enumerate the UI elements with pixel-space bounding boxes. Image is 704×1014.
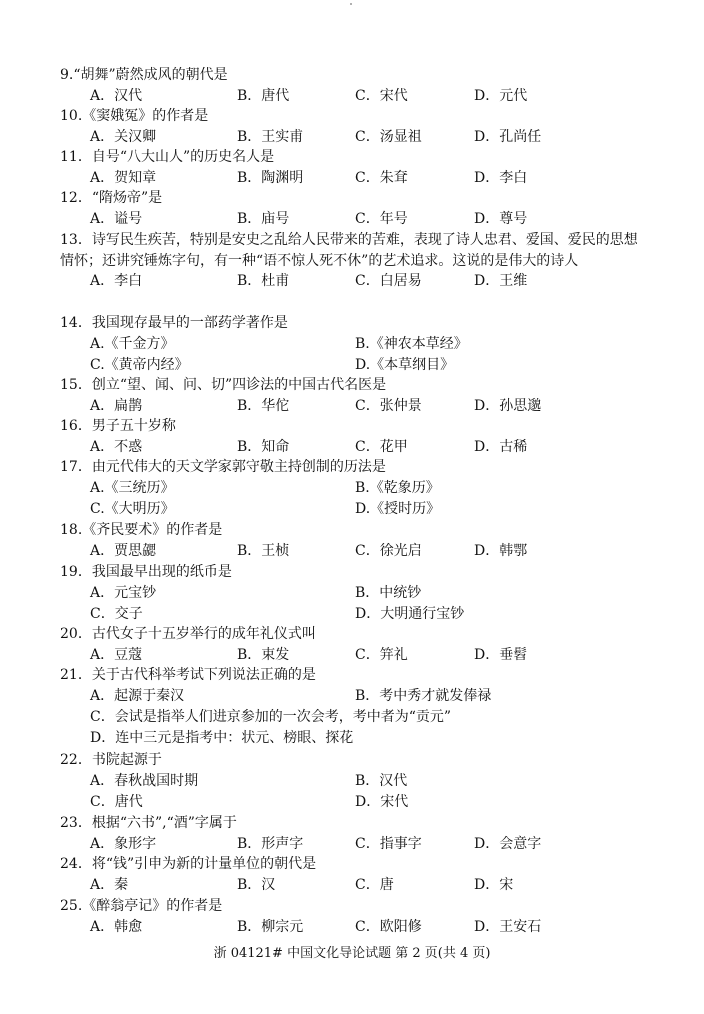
answer-option: C．欧阳修: [355, 919, 422, 935]
option-row: [60, 542, 660, 563]
answer-option: D．李白: [474, 170, 528, 186]
answer-option: A．贺知章: [90, 170, 157, 186]
answer-option: D．王安石: [474, 919, 542, 935]
page-footer: 浙 04121# 中国文化导论试题 第 2 页(共 4 页): [213, 946, 491, 961]
answer-option: D．连中三元是指考中：状元、榜眼、探花: [90, 730, 354, 746]
answer-option: C．年号: [355, 211, 408, 227]
answer-option: C.《大明历》: [90, 501, 175, 517]
answer-option: A．象形字: [90, 836, 157, 852]
answer-option: B．庙号: [237, 211, 290, 227]
answer-option: B.《乾象历》: [355, 480, 440, 496]
answer-option: C．指事字: [355, 836, 422, 852]
answer-option: D．大明通行宝钞: [355, 606, 465, 622]
answer-option: B．束发: [237, 647, 290, 663]
answer-option: D．垂髫: [474, 647, 528, 663]
option-row: [60, 210, 660, 231]
question: [60, 148, 660, 190]
question-stem: 13．诗写民生疾苦，特别是安史之乱给人民带来的苦难，表现了诗人忠君、爱国、爱民的思想情怀；还讲究锤炼字句，有一种“语不惊人死不休”的艺术追求。这说的是伟大的诗人: [60, 232, 638, 269]
answer-option: A．元宝钞: [90, 585, 157, 601]
answer-option: D．孔尚任: [474, 129, 542, 145]
question: [60, 189, 660, 231]
answer-option: C．交子: [90, 606, 143, 622]
option-row: [60, 335, 660, 356]
answer-option: C．唐: [355, 877, 394, 893]
option-row: [60, 479, 660, 500]
answer-option: A.《三统历》: [90, 480, 175, 496]
answer-option: B．唐代: [237, 88, 290, 104]
answer-option: A．扁鹊: [90, 398, 143, 414]
question-stem: 16．男子五十岁称: [60, 418, 176, 434]
answer-option: C．花甲: [355, 439, 408, 455]
option-row: [60, 687, 660, 708]
answer-option: B．陶渊明: [237, 170, 304, 186]
question-stem: 22．书院起源于: [60, 752, 162, 768]
answer-option: B．汉代: [355, 773, 408, 789]
option-row: [60, 87, 660, 108]
answer-option: A．春秋战国时期: [90, 773, 199, 789]
option-row: [60, 438, 660, 459]
answer-option: C．笄礼: [355, 647, 408, 663]
answer-option: B.《神农本草经》: [355, 336, 468, 352]
option-row: [60, 646, 660, 667]
answer-option: D．宋: [474, 877, 514, 893]
answer-option: B．王桢: [237, 543, 290, 559]
answer-option: D．宋代: [355, 794, 409, 810]
question-stem: 19．我国最早出现的纸币是: [60, 564, 232, 580]
question: [60, 751, 660, 814]
question: [60, 376, 660, 418]
question-stem: 12．“隋炀帝”是: [60, 190, 163, 206]
answer-option: D.《授时历》: [355, 501, 441, 517]
scan-speck: [350, 3, 352, 5]
answer-option: B．知命: [237, 439, 290, 455]
question: [60, 897, 660, 939]
answer-option: A．李白: [90, 273, 143, 289]
answer-option: C．白居易: [355, 273, 422, 289]
option-row: [60, 835, 660, 856]
answer-option: A．贾思勰: [90, 543, 157, 559]
answer-option: C．朱耷: [355, 170, 408, 186]
option-row: [60, 584, 660, 605]
answer-option: D.《本草纲目》: [355, 357, 455, 373]
answer-option: D．韩鄂: [474, 543, 528, 559]
option-row: [60, 729, 660, 750]
answer-option: B．考中秀才就发俸禄: [355, 688, 492, 704]
answer-option: A．汉代: [90, 88, 143, 104]
option-row: [60, 708, 660, 729]
question: [60, 417, 660, 459]
question: [60, 666, 660, 750]
answer-option: A．韩愈: [90, 919, 143, 935]
question: [60, 458, 660, 521]
question: [60, 107, 660, 149]
question: [60, 230, 660, 293]
answer-option: A．不惑: [90, 439, 143, 455]
answer-option: A．谥号: [90, 211, 143, 227]
option-row: [60, 356, 660, 377]
option-row: [60, 169, 660, 190]
answer-option: B．杜甫: [237, 273, 290, 289]
question-stem: 23．根据“六书”,“酒”字属于: [60, 815, 237, 831]
question: [60, 625, 660, 667]
question-stem: 9.“胡舞”蔚然成风的朝代是: [60, 67, 228, 83]
question: [60, 66, 660, 108]
option-row: [60, 772, 660, 793]
answer-option: B．柳宗元: [237, 919, 304, 935]
answer-option: B．汉: [237, 877, 276, 893]
answer-option: A.《千金方》: [90, 336, 175, 352]
option-row: [60, 272, 660, 293]
answer-option: D．尊号: [474, 211, 528, 227]
question-stem: 14．我国现存最早的一部药学著作是: [60, 315, 288, 331]
answer-option: C．唐代: [90, 794, 143, 810]
question: [60, 814, 660, 856]
option-row: [60, 500, 660, 521]
question-stem: 18.《齐民要术》的作者是: [60, 522, 223, 538]
answer-option: C．张仲景: [355, 398, 422, 414]
option-row: [60, 605, 660, 626]
answer-option: C.《黄帝内经》: [90, 357, 189, 373]
answer-option: B．华佗: [237, 398, 290, 414]
question-stem: 21．关于古代科举考试下列说法正确的是: [60, 667, 316, 683]
question-stem: 17．由元代伟大的天文学家郭守敬主持创制的历法是: [60, 459, 386, 475]
answer-option: D．元代: [474, 88, 528, 104]
answer-option: C．宋代: [355, 88, 408, 104]
answer-option: A．秦: [90, 877, 129, 893]
answer-option: A．关汉卿: [90, 129, 157, 145]
answer-option: B．形声字: [237, 836, 304, 852]
option-row: [60, 918, 660, 939]
answer-option: D．王维: [474, 273, 528, 289]
question-stem: 25.《醉翁亭记》的作者是: [60, 898, 223, 914]
answer-option: C．会试是指举人们进京参加的一次会考，考中者为“贡元”: [90, 709, 452, 725]
answer-option: D．孙思邈: [474, 398, 542, 414]
option-row: [60, 397, 660, 418]
answer-option: D．会意字: [474, 836, 542, 852]
question-stem: 20．古代女子十五岁举行的成年礼仪式叫: [60, 626, 316, 642]
question: [60, 563, 660, 626]
option-row: [60, 793, 660, 814]
answer-option: C．徐光启: [355, 543, 422, 559]
option-row: [60, 876, 660, 897]
answer-option: C．汤显祖: [355, 129, 422, 145]
question-stem: 15．创立“望、闻、问、切”四诊法的中国古代名医是: [60, 377, 387, 393]
answer-option: B．中统钞: [355, 585, 422, 601]
question-stem: 10.《窦娥冤》的作者是: [60, 108, 209, 124]
question: [60, 855, 660, 897]
question: [60, 521, 660, 563]
answer-option: A．豆蔻: [90, 647, 143, 663]
answer-option: D．古稀: [474, 439, 528, 455]
answer-option: B．王实甫: [237, 129, 304, 145]
question: [60, 314, 660, 377]
option-row: [60, 128, 660, 149]
answer-option: A．起源于秦汉: [90, 688, 185, 704]
question-stem: 24．将“钱”引申为新的计量单位的朝代是: [60, 856, 317, 872]
question-stem: 11．自号“八大山人”的历史名人是: [60, 149, 275, 165]
